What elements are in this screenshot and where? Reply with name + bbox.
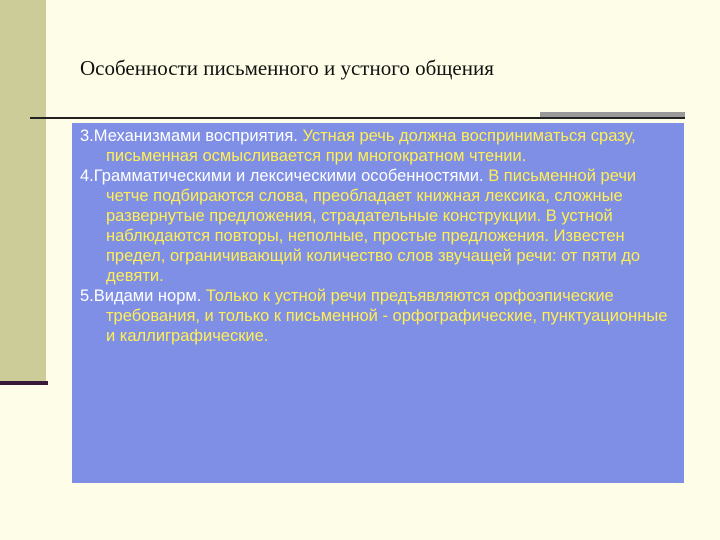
slide-body — [80, 126, 680, 346]
item-heading: 4.Грамматическими и лексическими особенностями. — [80, 167, 484, 185]
item-heading: 5.Видами норм. — [80, 287, 202, 305]
list-item — [80, 126, 680, 166]
item-body: Устная речь должна восприниматься сразу, письменная осмысливается при многократном чтении. — [106, 127, 636, 165]
item-body: В письменной речи четче подбираются слова, преобладает книжная лексика, сложные развернутые предложения, страдательные конструкции. В устной наблюдаются повторы, неполные, простые предложения. Известен предел, ограничивающий количество слов звучащей речи: от пяти до девяти. — [106, 167, 641, 285]
slide-title: Особенности письменного и устного общения — [80, 56, 494, 80]
item-body: Только к устной речи предъявляются орфоэпические требования, и только к письменной - орфографические, пунктуационные и каллиграфические. — [106, 287, 668, 345]
left-bar-bottom-edge — [0, 381, 48, 385]
item-heading: 3.Механизмами восприятия. — [80, 127, 298, 145]
left-decorative-bar — [0, 0, 46, 384]
title-divider — [30, 117, 685, 119]
list-item — [80, 286, 680, 346]
list-item — [80, 166, 680, 286]
